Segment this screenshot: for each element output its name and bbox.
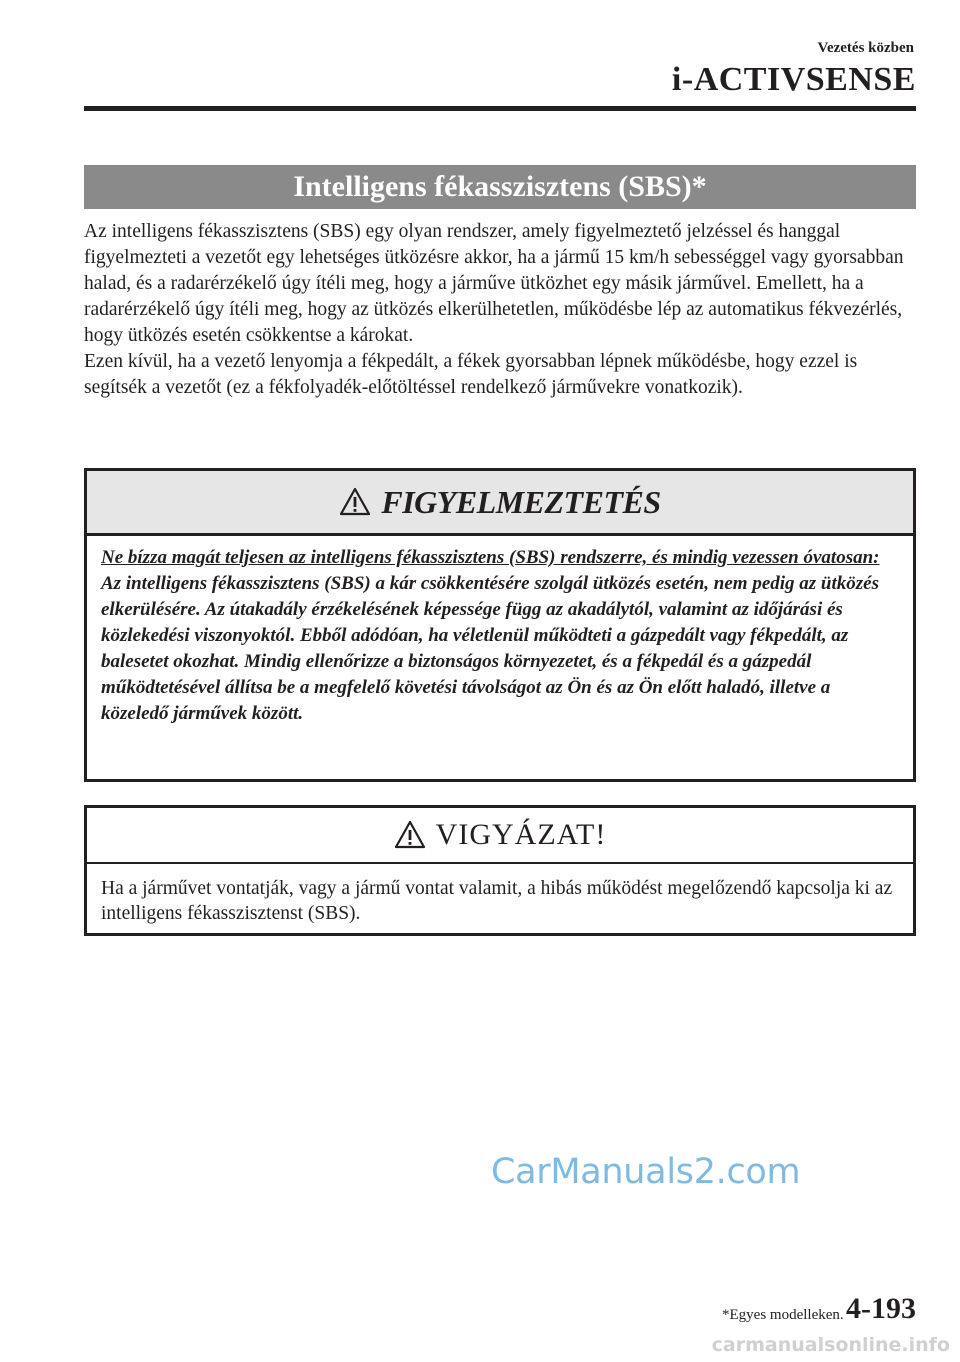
topic-title-bar: Intelligens fékasszisztens (SBS)*	[84, 165, 916, 209]
source-watermark: carmanualsonline.info	[711, 1334, 950, 1356]
warning-text: Az intelligens fékasszisztens (SBS) a kár csökkentésére szolgál ütközés esetén, nem pedig az ütközés elkerülésére. Az útakadály érzékelésének képessége függ az akadálytól, valamint az időjárási és közlekedési viszonyoktól. Ebből adódóan, ha véletlenül működteti a gázpedált vagy fékpedált, az balesetet okozhat. Mindig ellenőrizze a biztonságos környezetet, és a fékpedál és a gázpedál működtetésével állítsa be a megfelelő követési távolságot az Ön és az Ön előtt haladó, illetve a közeledő járművek között.	[101, 573, 879, 724]
intro-paragraph-1: Az intelligens fékasszisztens (SBS) egy olyan rendszer, amely figyelmeztető jelzéssel és hanggal figyelmezteti a vezetőt egy lehetséges ütközésre akkor, ha a jármű 15 km/h sebességgel vagy gyorsabban halad, és a radarérzékelő úgy ítéli meg, hogy a járműve ütközhet egy másik járművel. Emellett, ha a radarérzékelő úgy ítéli meg, hogy az ütközés elkerülhetetlen, működésbe lép az automatikus fékvezérlés, hogy ütközés esetén csökkentse a károkat.	[84, 221, 904, 346]
warning-title: FIGYELMEZTETÉS	[381, 483, 661, 520]
section-title: Vezetés közben	[817, 40, 914, 56]
warning-triangle-icon	[394, 820, 426, 850]
watermark-logo: CarManuals2.com	[491, 1152, 801, 1192]
header-divider	[84, 106, 916, 111]
intro-text	[84, 219, 916, 401]
warning-header	[87, 471, 913, 536]
warning-body	[87, 536, 913, 727]
warning-triangle-icon	[339, 487, 371, 517]
caution-text: Ha a járművet vontatják, vagy a jármű vontat valamit, a hibás működést megelőzendő kapcsolja ki az intelligens fékasszisztenst (SBS).	[101, 878, 893, 924]
caution-header	[87, 808, 913, 864]
page-number: 4-193	[846, 1292, 916, 1325]
warning-lead: Ne bízza magát teljesen az intelligens fékasszisztens (SBS) rendszerre, és mindig vezessen óvatosan:	[101, 547, 880, 568]
warning-box	[84, 468, 916, 782]
caution-title: VIGYÁZAT!	[435, 818, 607, 851]
chapter-title: i-ACTIVSENSE	[671, 61, 916, 98]
footnote: *Egyes modelleken.	[722, 1307, 844, 1323]
caution-box	[84, 805, 916, 936]
intro-paragraph-2: Ezen kívül, ha a vezető lenyomja a fékpedált, a fékek gyorsabban lépnek működésbe, hogy ezzel is segítsék a vezetőt (ez a fékfolyadék-előtöltéssel rendelkező járművekre vonatkozik).	[84, 351, 858, 398]
